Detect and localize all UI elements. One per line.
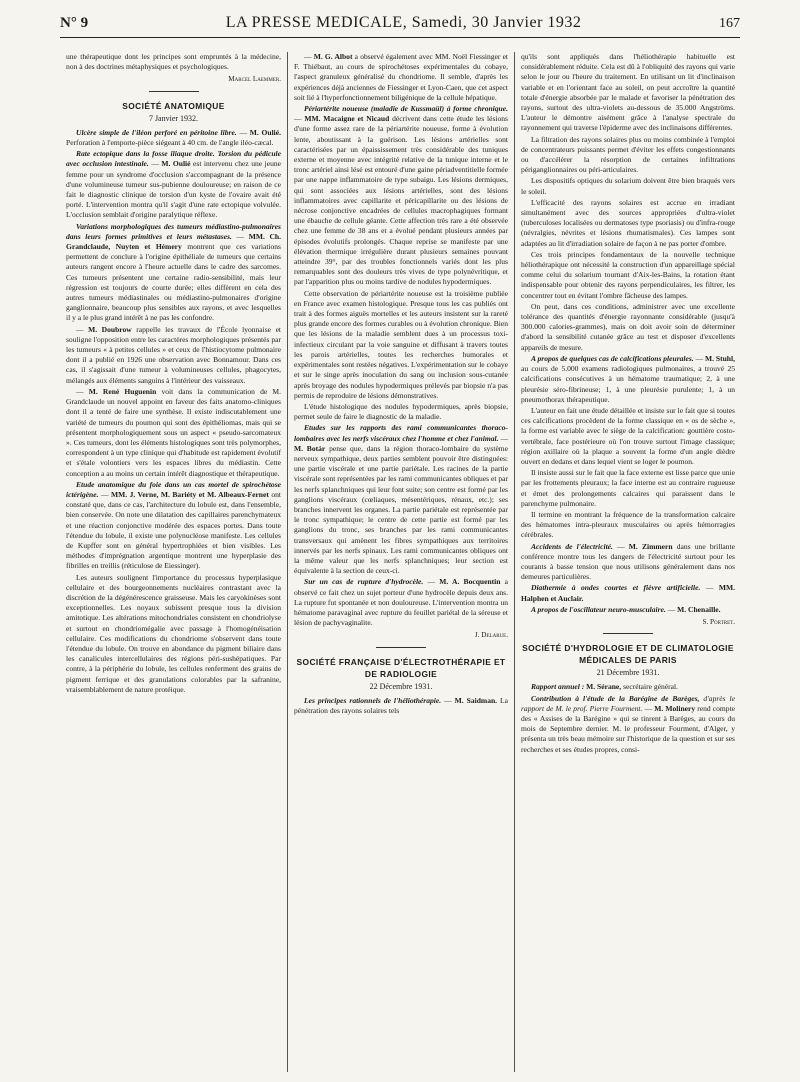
signature: J. Delarue. [474, 631, 508, 640]
abstract: Accidents de l'électricité. — M. Zimmern dans une brillante conférence montre tous les dangers de l'électricité surtout pour les courants à basse tension que nous utilisons généralement dans nos demeures particulières. [521, 541, 735, 582]
abstract-author: M. Molinery [654, 703, 696, 713]
abstract: A propos de quelques cas de calcifications pleurales. — M. Stuhl, au cours de 5.000 examens radiologiques pulmonaires, a trouvé 25 calcifications consécutives à un hématome traumatique; 2, à une pleurésie séro-fibrineuse; 1, à une pleurésie purulente; 1, à un pneumothorax thérapeutique. [521, 353, 735, 404]
abstract-title: Etudes sur les rapports des rami communicantes thoraco-lombaires avec les nerfs viscéraux chez l'homme et chez l'animal. [294, 423, 508, 443]
column-2 [287, 52, 514, 1072]
abstract-author: M. Oulié. [249, 127, 282, 137]
abstract: — M. Doubrow rappelle les travaux de l'École lyonnaise et souligne l'opposition entre les caractères morphologiques présentés par les tumeurs « à petites cellules » et ceux de l'histiocytome pulmonaire dont il a publié en 1926 une observation avec Bonnamour. Dans ces cas, il s'agissait d'une tumeur à volumineuses cellules, phagocytes, mélangés aux éléments sanguins à l'intérieur des vaisseaux. [66, 324, 282, 385]
column-3 [514, 52, 741, 1072]
abstract-paragraph: Les dispositifs optiques du solarium doivent être bien braqués vers le soleil. [521, 176, 735, 196]
abstract-title: Rate ectopique dans la fosse iliaque droite. Torsion du pédicule avec occlusion intestinale. [66, 149, 281, 169]
section-title: SOCIÉTÉ ANATOMIQUE [122, 100, 225, 111]
abstract: Les principes rationnels de l'héliothérapie. — M. Saidman. La pénétration des rayons solaires tels [294, 695, 509, 715]
abstract: Variations morphologiques des tumeurs médiastino-pulmonaires dans leurs formes primitives et leurs métastases. — MM. Ch. Grandclaude, Nuyten et Hémery montrent que ces variations permettent de conclure à l'origine épithéliale de tumeurs que certains auteurs rangent encore à l'heure actuelle dans le cadre des sarcomes. Ces tumeurs présentent une certaine radio-sensibilité, mais leur régression est toujours de courte durée; elles diffèrent en cela des autres tumeurs médiastinales ou médiastino-pulmonaires d'origine ganglionnaire, beaucoup plus sensibles aux rayons, et avec lesquelles il y a le plus grand intérêt à ne pas les confondre. [66, 221, 281, 323]
page-number: 167 [719, 16, 740, 31]
abstract-author: M. Sérane, [586, 682, 622, 692]
abstract: — M. G. Albot a observé également avec MM. Noël Fiessinger et F. Thiébaut, au cours de spirochétoses expérimentales du cobaye, l'aspect granuleux généralisé du chondriome. Il semble, d'après les expériences déjà anciennes de Fiessinger et Lyon-Caen, que cet aspect soit lié à l'hyperfonctionnement biligénique de la cellule hépatique. [294, 52, 509, 102]
abstract: Diathermie à ondes courtes et fièvre artificielle. — MM. Halphen et Auclair. [521, 583, 735, 603]
abstract-text: au cours de 5.000 examens radiologiques pulmonaires, a trouvé 25 calcifications consécutives à un hématome traumatique; 2, à une pleurésie séro-fibrineuse; 1, à une pleurésie purulente; 1, à un pneumothorax thérapeutique. [521, 364, 735, 404]
abstract-text: La pénétration des rayons solaires tels [294, 695, 509, 715]
session-date: 21 Décembre 1931. [596, 668, 660, 678]
abstract-title: Sur un cas de rupture d'hydrocèle. [304, 577, 424, 587]
abstract-title: Ulcère simple de l'iléon perforé en péritoine libre. [76, 127, 237, 137]
abstract-text: ont constaté que, dans ce cas, l'architecture du lobule est, dans l'ensemble, bien conservée. On note une dilatation des capillaires parenchymateux et une réaction conjonctive modérée des espaces portes. Dans toute l'étendue du lobule, il existe une polynucléose manifeste. Les cellules de Kupffer sont en général hypertrophiées et bien visibles. Les méthodes d'imprégnation argentique montrent une hyperplasie des fibrilles en treillis (réticulose de Eiessinger). [66, 489, 281, 571]
abstract-title: Périartérite noueuse (maladie de Kussmaül) à forme chronique. [304, 104, 508, 114]
abstract-author: MM. Ch. Grandclaude, Nuyten et Hémery [66, 231, 281, 252]
abstract-title: A propos de l'oscillateur neuro-musculaire. [531, 604, 666, 614]
abstract-author: M. Oulié [161, 159, 191, 169]
abstract-author: MM. Halphen et Auclair. [521, 583, 735, 603]
abstract: Rate ectopique dans la fosse iliaque droite. Torsion du pédicule avec occlusion intestinale. — M. Oulié est intervenu chez une jeune femme pour un syndrome d'occlusion s'accompagnant de la présence d'une volumineuse tumeur sus-pubienne douloureuse; en raison de ce fait le diagnostic clinique de torsion d'un kyste de l'ovaire avait été porté. L'intervention montra qu'il s'agit d'une rate ectopique volvulée. L'occlusion semblait d'origine paralytique réflexe. [66, 149, 282, 220]
journal-title: LA PRESSE MEDICALE, Samedi, 30 Janvier 1932 [225, 14, 582, 31]
divider [603, 633, 653, 634]
abstract-text: décrivent dans cette étude les lésions d'une forme assez rare de la périartérite noueuse, forme à évolution lente, aboutissant à la guérison. Les lésions artérielles sont caractérisées par un épaississement très considérable des tuniques externe et moyenne avec intégrité relative de la tunique interne et le tronc artériel ainsi lésé est entouré d'une gaine périadventitielle formée par une nappe inflammatoire de type subaigu. Les lésions dermiques, qui sont associées aux lésions artérielles, sont des lésions inflammatoires avec capillarite et péricapillarite ou des lésions de nécrose conjonctive encadrées de cellules macrophagiques formant une ébauche de cellule géante. Cette affection très rare a été observée chez une femme de 38 ans et a évolué pendant plusieurs années par épisodes évolutifs prolongés. Chaque reprise se manifeste par une élévation thermique irrégulière durant plusieurs semaines pouvant atteindre 39°, par des troubles fonctionnels variés dont les plus remarquables sont des douleurs très vives de type polynévritique, et par l'apparition plus ou moins tardive de nodules hypodermiques. [294, 114, 508, 287]
abstract-author: M. Chenaille. [677, 604, 721, 614]
abstract-author: M. Zimmern [628, 541, 673, 551]
abstract-author: M. G. Albot [313, 52, 353, 61]
abstract-title: A propos de quelques cas de calcifications pleurales. [531, 353, 694, 363]
abstract-paragraph: L'étude histologique des nodules hypodermiques, après biopsie, permet seule de faire le diagnostic de la maladie. [294, 401, 508, 422]
abstract-author: M. Doubrow [88, 324, 132, 334]
session-date: 7 Janvier 1932. [148, 113, 199, 123]
abstract-subtitle: d'après le rapport de M. le prof. Pierre Fourment. [521, 693, 735, 713]
abstract-text: rappelle les travaux de l'École lyonnaise et souligne l'opposition entre les caractères morphologiques présentés par les tumeurs « à petites cellules » et ceux de l'histiocytome pulmonaire dont il a publié en 1926 une observation avec Bonnamour. Dans ces cas, il s'agissait d'une tumeur à volumineuses cellules, phagocytes, mélangés aux éléments sanguins à l'intérieur des vaisseaux. [66, 324, 282, 385]
abstract-author: MM. Macaigne et Nicaud [304, 114, 390, 124]
abstract-text: pense que, dans la région thoraco-lombaire du système nerveux sympathique, deux parties semblent pouvoir être distinguées: une partie viscérale et une partie pariétale. Les racines de la partie viscérale sont représentées par les rami communicantes obliques et par les nerfs splanchniques qui leur font suite; son centre est formé par les ganglions viscéraux (cœliaques, mésentériques, rénaux, etc.); ses branches innervent les organes. La partie pariétale est représentée par le tronc sympathique; le centre de cette partie est formé par les ganglions du tronc, ses branches par les rami communicantes transversaux qui amènent les fibres sympathiques aux territoires innervés par les nerfs spinaux. Les rami communicantes obliques ont la même valeur que les nerfs splanchniques; leur section est équivalente à la section de ceux-ci. [294, 443, 509, 576]
abstract [521, 682, 735, 692]
abstract-paragraph: On peut, dans ces conditions, administrer avec une excellente tolérance des quantités d'énergie rayonnante considérable (jusqu'à 300.000 calories-grammes), mais on doit avoir soin de déterminer d'abord la sensibilité cutanée grâce au test et disposer d'excellents appareils de mesure. [521, 301, 735, 352]
abstract-author: M. A. Bocquentin [439, 577, 501, 587]
abstract-author: M. René Huguenin [88, 386, 157, 396]
divider [149, 91, 199, 92]
divider [376, 647, 426, 648]
abstract-title: Rapport annuel : [531, 682, 585, 692]
abstract-title: Les principes rationnels de l'héliothérapie. [304, 695, 442, 705]
abstract: Périartérite noueuse (maladie de Kussmaül) à forme chronique. — MM. Macaigne et Nicaud décrivent dans cette étude les lésions d'une forme assez rare de la périartérite noueuse, forme à évolution lente, aboutissant à la guérison. Les lésions artérielles sont caractérisées par un épaississement très considérable des tuniques externe et moyenne avec intégrité relative de la tunique interne et le tronc artériel ainsi lésé est entouré d'une gaine périadventitielle formée par une nappe inflammatoire de type subaigu. Les lésions dermiques, qui sont associées aux lésions artérielles, sont des lésions inflammatoires avec capillarite et péricapillarite ou des lésions de nécrose conjonctive encadrées de cellules macrophagiques formant une ébauche de cellule géante. Cette affection très rare a été observée chez une femme de 38 ans et a évolué pendant plusieurs années par épisodes évolutifs prolongés. Chaque reprise se manifeste par une élévation thermique irrégulière durant plusieurs semaines pouvant atteindre 39°, par des troubles fonctionnels variés dont les plus remarquables sont des douleurs très vives de type polynévritique, et par l'apparition plus ou moins tardive de nodules hypodermiques. [294, 104, 508, 287]
abstract: A propos de l'oscillateur neuro-musculaire. — M. Chenaille. [531, 604, 721, 614]
article-columns [60, 52, 742, 1072]
abstract-author: M. Botár [294, 443, 326, 453]
section-title: SOCIÉTÉ D'HYDROLOGIE ET DE CLIMATOLOGIE MÉDICALES DE PARIS [522, 643, 734, 666]
abstract-author: M. Stuhl, [705, 353, 735, 363]
abstract-paragraph: Cette observation de périartérite noueuse est la troisième publiée en France avec examen histologique. Presque tous les cas publiés ont trait à des formes aiguës mortelles et les auteurs insistent sur la rareté plus grande encore des formes curables ou à évolution chronique. Bien que les lésions de la maladie semblent dues à un processus toxi-infectieux circulant par la voie sanguine et diffusant à travers toutes les parois artérielles, toutes les recherches humorales et expérimentales sont restées négatives. L'expérimentation sur le cobaye et sur le singe après inoculation du sang ou inclusion sous-cutanée après broyage des nodules hypodermiques prélevés par biopsie n'a pas permis de reproduire de lésions démonstratives. [294, 288, 508, 400]
abstract-title: Accidents de l'électricité. [531, 541, 613, 551]
abstract-paragraph: Il termine en montrant la fréquence de la transformation calcaire des hématomes intra-pleuraux musculaires ou après hémorragies cérébrales. [521, 509, 735, 540]
abstract-paragraph: Il insiste aussi sur le fait que la face externe est lisse parce que unie par les frottements pleuraux; la face interne est au contraire rugueuse et émet des prolongements calcaires qui paraissent dans le parenchyme pulmonaire. [521, 468, 735, 508]
abstract-paragraph: L'efficacité des rayons solaires est accrue en irradiant simultanément avec des sources appropriées d'ultra-violet (tuberculoses localisées ou dermatoses type psoriasis) ou d'infra-rouge (névralgies, névrites et lésions rhumatismales). Ces lampes sont adaptées au lit d'irradiation solaire de façon à ne pas porter d'ombre. [521, 197, 735, 248]
session-date: 22 Décembre 1931. [369, 681, 433, 691]
abstract-title: Variations morphologiques des tumeurs médiastino-pulmonaires dans leurs formes primitives et leurs métastases. [66, 221, 281, 241]
abstract-text: a observé ce fait chez un sujet porteur d'une hydrocèle depuis deux ans. La rupture fut spontanée et non douloureuse. L'intervention montra un hématome paravaginal avec rupture du feuillet pariétal de la séreuse et lésion de pachyvaginalite. [294, 577, 509, 628]
abstract-title: Etude anatomique du foie dans un cas mortel de spirochétose ictérigène. [66, 479, 281, 499]
abstract: Etudes sur les rapports des rami communicantes thoraco-lombaires avec les nerfs viscéraux chez l'homme et chez l'animal. — M. Botár pense que, dans la région thoraco-lombaire du système nerveux sympathique, deux parties semblent pouvoir être distinguées: une partie viscérale et une partie pariétale. Les racines de la partie viscérale sont représentées par les rami communicantes obliques et par les nerfs splanchniques qui leur font suite; son centre est formé par les ganglions viscéraux (cœliaques, mésentériques, rénaux, etc.); ses branches innervent les organes. La partie pariétale est représentée par le tronc sympathique; le centre de cette partie est formé par les ganglions du tronc, ses branches par les rami communicantes transversaux qui amènent les fibres sympathiques aux territoires innervés par les nerfs spinaux. Les rami communicantes obliques ont la même valeur que les nerfs splanchniques; leur section est équivalente à la section de ceux-ci. [294, 423, 509, 576]
abstract: Contribution à l'étude de la Barégine de Barèges, d'après le rapport de M. le prof. Pierre Fourment. — M. Molinery rend compte des « Assises de la Barégine » qui se tinrent à Barèges, au cours du mois de Septembre dernier. M. le professeur Fourment, d'Alger, y présenta un très beau mémoire sur l'historique de la question et sur ses recherches et ses études propres, consi- [521, 693, 736, 754]
abstract-text: voit dans la communication de M. Grandclaude un nouvel appoint en faveur des faits anatomo-cliniques dont il a tenté de faire une synthèse. Il existe indiscutablement une variété de tumeurs du poumon qui sont des épithéliomas, mais qui se présentent morphologiquement sous un aspect « pseudo-sarcomateux ». Ces tumeurs, dont les éléments histologiques sont très polymorphes, correspondent à un type clinique qui d'habitude est rapidement évolutif et s'étale volontiers vers les espaces libres du médiastin. Cette conception a au moins un certain intérêt diagnostique et thérapeutique. [66, 386, 281, 478]
intro-paragraph: une thérapeutique dont les principes sont empruntés à la médecine, non à des doctrines métaphysiques et psychologiques. [66, 52, 281, 72]
abstract-title: Diathermie à ondes courtes et fièvre artificielle. [531, 583, 701, 593]
signature: S. Portret. [702, 617, 735, 626]
abstract-author: MM. J. Verne, M. Bariéty et M. Albeaux-Fernet [110, 489, 269, 499]
page-header [60, 14, 740, 38]
abstract-text: dans une brillante conférence montre tous les dangers de l'électricité surtout pour les courants à basse tension que nous utilisons généralement dans nos demeures particulières. [521, 541, 735, 582]
abstract-paragraph: Ces trois principes fondamentaux de la nouvelle technique héliothérapique ont nécessité la construction d'un appareillage spécial comme celui du solarium tournant d'Aix-les-Bains, la rotation étant indispensable pour obtenir des rayons perpendiculaires, les filtrer, les concentrer tout en évitant l'ombre fâcheuse des lampes. [521, 249, 735, 300]
abstract-author: M. Saidman. [454, 695, 498, 705]
abstract-text: Perforation à l'emporte-pièce siégeant à 40 cm. de l'angle iléo-cæcal. [66, 138, 274, 148]
abstract: Etude anatomique du foie dans un cas mortel de spirochétose ictérigène. — MM. J. Verne, M. Bariéty et M. Albeaux-Fernet ont constaté que, dans ce cas, l'architecture du lobule est, dans l'ensemble, bien conservée. On note une dilatation des capillaires parenchymateux et une réaction conjonctive modérée des espaces portes. Dans toute l'étendue du lobule, il existe une polynucléose manifeste. Les cellules de Kupffer sont en général hypertrophiées et bien visibles. Les méthodes d'imprégnation argentique montrent une hyperplasie des fibrilles en treillis (réticulose de Eiessinger). [66, 479, 281, 571]
abstract-title: Contribution à l'étude de la Barégine de Barèges, [531, 693, 700, 703]
abstract-paragraph: Les auteurs soulignent l'importance du processus hyperplasique cellulaire et des bourgeonnements nucléaires contrastant avec la discrétion de la dégénérescence graisseuse. Mais les caryokinèses sont exceptionnelles. Les noyaux subissent presque tous la division amitotique. Les altérations mitochondriales consistent en chondriolyse et surtout en chondriomégalie avec passage à l'homogénéisation cellulaire. Ces modifications du chondriome s'observent dans toute l'étendue du lobule. On trouve en abondance du pigment biliaire dans les canalicules intercellulaires des régions péri-sushépatiques. Par contre, à la périphérie du lobule, les cellules renferment des grains de pigment ferrique et des granulations colorables par la safranine, vraisemblablement de nature protéique. [66, 572, 281, 694]
abstract-text: montrent que ces variations permettent de conclure à l'origine épithéliale de tumeurs que certains auteurs rangent encore à l'heure actuelle dans le cadre des sarcomes. Ces tumeurs présentent une certaine radio-sensibilité, mais leur régression est toujours de courte durée; elles diffèrent en cela des autres tumeurs médiastinales ou médiastino-pulmonaires d'origine ganglionnaire, beaucoup plus sensibles aux rayons, et avec lesquelles il y a le plus grand intérêt à ne pas les confondre. [66, 242, 281, 323]
abstract-text: est intervenu chez une jeune femme pour un syndrome d'occlusion s'accompagnant de la présence d'une volumineuse tumeur sus-pubienne douloureuse; en raison de ce fait le diagnostic clinique de torsion d'un kyste de l'ovaire avait été porté. L'intervention montra qu'il s'agit d'une rate ectopique volvulée. L'occlusion semblait d'origine paralytique réflexe. [66, 159, 282, 220]
abstract-paragraph: L'auteur en fait une étude détaillée et insiste sur le fait que si toutes ces calcifications procèdent de la forme classique en « os de sèche », la forme est variable avec le siège de la calcification: gouttière costo-vertébrale, face postérieure où l'on trouve surtout l'image classique; région axillaire où la plaque a souvent la forme d'un angle dièdre ouvert en dedans et dans lequel vient se loger le poumon. [521, 405, 735, 466]
abstract: Sur un cas de rupture d'hydrocèle. — M. A. Bocquentin a observé ce fait chez un sujet porteur d'une hydrocèle depuis deux ans. La rupture fut spontanée et non douloureuse. L'intervention montra un hématome paravaginal avec rupture du feuillet pariétal de la séreuse et lésion de pachyvaginalite. [294, 577, 509, 628]
section-title: SOCIÉTÉ FRANÇAISE D'ÉLECTROTHÉRAPIE ET DE RADIOLOGIE [296, 656, 506, 679]
abstract: Ulcère simple de l'iléon perforé en péritoine libre. — M. Oulié. Perforation à l'emporte-pièce siégeant à 40 cm. de l'angle iléo-cæcal. [66, 127, 282, 148]
column-1 [60, 52, 287, 1072]
abstract: — M. René Huguenin voit dans la communication de M. Grandclaude un nouvel appoint en faveur des faits anatomo-cliniques dont il a tenté de faire une synthèse. Il existe indiscutablement une variété de tumeurs du poumon qui sont des épithéliomas, mais qui se présentent morphologiquement sous un aspect « pseudo-sarcomateux ». Ces tumeurs, dont les éléments histologiques sont très polymorphes, correspondent à un type clinique qui d'habitude est rapidement évolutif et s'étale volontiers vers les espaces libres du médiastin. Cette conception a au moins un certain intérêt diagnostique et thérapeutique. [66, 386, 281, 478]
abstract-text: rend compte des « Assises de la Barégine » qui se tinrent à Barèges, au cours du mois de Septembre dernier. M. le professeur Fourment, d'Alger, y présenta un très beau mémoire sur l'historique de la question et sur ses recherches et ses études propres, consi- [521, 703, 736, 754]
abstract-text: a observé également avec MM. Noël Fiessinger et F. Thiébaut, au cours de spirochétoses expérimentales du cobaye, l'aspect granuleux généralisé du chondriome. Il semble, d'après les expériences déjà anciennes de Fiessinger et Lyon-Caen, que cet aspect soit lié à l'hyperfonctionnement biligénique de la cellule hépatique. [294, 52, 509, 102]
abstract-paragraph: qu'ils sont appliqués dans l'héliothérapie habituelle est considérablement réduite. Cela est dû à l'obliquité des rayons qui varie selon le jour ou l'heure du traitement. En utilisant un lit d'inclinaison variable et en l'orientant face au soleil, on peut accroître la quantité totale d'énergie absorbée par le malade et favoriser la pénétration des rayons, surtout des ultra-violets au-dessous de 35.000 Angströms. L'auteur le démontre aisément grâce à l'analyse spectrale du rayonnement qui traverse l'épiderme avec des inclinaisons différentes. [521, 52, 735, 133]
issue-number: N° 9 [60, 15, 89, 31]
abstract-text: secrétaire général. [623, 682, 678, 692]
abstract-paragraph: La filtration des rayons solaires plus ou moins combinée à l'emploi de concentrateurs puissants permet d'éviter les effets congestionnants ou d'accélérer la résorption de certaines infiltrations périganglionnaires ou péri-articulaires. [521, 134, 735, 175]
signature: Marcel Laemmer. [228, 75, 281, 84]
